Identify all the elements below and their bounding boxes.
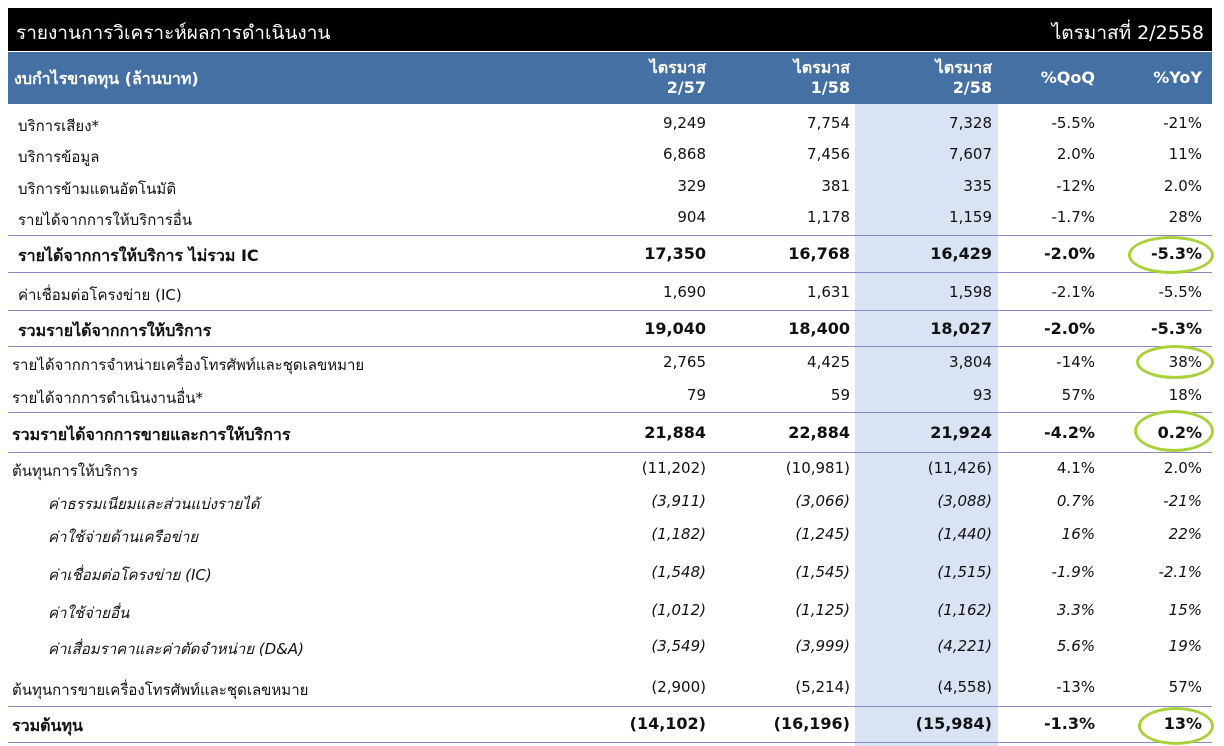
cell-2-57: 19,040 <box>644 319 706 338</box>
row-label: รายได้จากการดำเนินงานอื่น* <box>12 389 203 407</box>
cell-2-57: 9,249 <box>663 114 706 132</box>
cell-2-58: 335 <box>963 177 992 195</box>
cell-2-58: 7,328 <box>949 114 992 132</box>
row-label: ค่าเชื่อมต่อโครงข่าย (IC) <box>48 566 212 584</box>
cell-1-58: 16,768 <box>788 244 850 263</box>
cell-2-58: 1,159 <box>949 208 992 226</box>
row-divider <box>8 310 1212 311</box>
header-col-2-58 <box>936 58 992 98</box>
row-label: ต้นทุนการขายเครื่องโทรศัพท์และชุดเลขหมาย <box>12 681 309 699</box>
cell-2-57: (2,900) <box>651 678 706 696</box>
cell-yoy: -5.3% <box>1150 244 1202 263</box>
cell-yoy: -21% <box>1163 492 1202 510</box>
cell-1-58: (1,125) <box>795 601 850 619</box>
cell-2-57: (3,911) <box>651 492 706 510</box>
highlight-ring-yoy-handset <box>1136 345 1214 379</box>
cell-yoy: 0.2% <box>1157 423 1202 442</box>
row-divider <box>8 412 1212 413</box>
cell-2-57: 1,690 <box>663 283 706 301</box>
cell-qoq: 4.1% <box>1056 459 1095 477</box>
cell-yoy: -21% <box>1163 114 1202 132</box>
header-col-2-57-line2: 2/57 <box>666 78 706 97</box>
row-label: ค่าใช้จ่ายอื่น <box>48 604 130 622</box>
cell-qoq: -2.0% <box>1043 319 1095 338</box>
cell-2-58: (1,162) <box>937 601 992 619</box>
cell-2-57: (11,202) <box>641 459 706 477</box>
row-label: ค่าธรรมเนียมและส่วนแบ่งรายได้ <box>48 495 260 513</box>
cell-1-58: 22,884 <box>788 423 850 442</box>
row-divider <box>8 452 1212 453</box>
row-label: ค่าเชื่อมต่อโครงข่าย (IC) <box>18 286 182 304</box>
cell-qoq: 2.0% <box>1056 145 1095 163</box>
cell-yoy: 38% <box>1168 353 1202 371</box>
cell-yoy: 2.0% <box>1163 177 1202 195</box>
cell-1-58: (10,981) <box>785 459 850 477</box>
cell-yoy: 11% <box>1168 145 1202 163</box>
cell-qoq: 0.7% <box>1056 492 1095 510</box>
cell-2-57: 17,350 <box>644 244 706 263</box>
cell-2-58: (15,984) <box>915 714 992 733</box>
row-label: ต้นทุนการให้บริการ <box>12 462 139 480</box>
cell-2-57: 2,765 <box>663 353 706 371</box>
cell-yoy: -5.5% <box>1158 283 1202 301</box>
header-col-2-57-line1: ไตรมาส <box>649 58 706 77</box>
cell-2-57: 329 <box>677 177 706 195</box>
highlight-ring-yoy-ic <box>1128 236 1214 274</box>
row-divider <box>8 346 1212 347</box>
cell-qoq: -1.7% <box>1051 208 1095 226</box>
cell-yoy: 13% <box>1163 714 1202 733</box>
cell-2-58: (1,515) <box>937 563 992 581</box>
cell-qoq: -12% <box>1056 177 1095 195</box>
row-divider <box>8 235 1212 236</box>
header-col-qoq: %QoQ <box>1040 68 1095 87</box>
cell-qoq: -14% <box>1056 353 1095 371</box>
cell-1-58: 7,754 <box>807 114 850 132</box>
cell-2-57: (1,182) <box>651 525 706 543</box>
header-col-1-58-line1: ไตรมาส <box>793 58 850 77</box>
row-label: รวมรายได้จากการให้บริการ <box>18 321 212 340</box>
header-label: งบกำไรขาดทุน (ล้านบาท) <box>14 69 199 88</box>
cell-yoy: 22% <box>1168 525 1202 543</box>
row-label: ค่าใช้จ่ายด้านเครือข่าย <box>48 528 199 546</box>
row-divider <box>8 272 1212 273</box>
cell-2-57: 6,868 <box>663 145 706 163</box>
cell-2-58: (11,426) <box>927 459 992 477</box>
row-label: บริการข้ามแดนอัตโนมัติ <box>18 180 177 198</box>
cell-2-57: 904 <box>677 208 706 226</box>
cell-2-58: 1,598 <box>949 283 992 301</box>
row-label: รายได้จากการจำหน่ายเครื่องโทรศัพท์และชุดเลขหมาย <box>12 356 365 374</box>
cell-qoq: 3.3% <box>1056 601 1095 619</box>
row-label: รวมต้นทุน <box>12 716 83 735</box>
cell-yoy: -5.3% <box>1150 319 1202 338</box>
cell-1-58: (3,999) <box>795 637 850 655</box>
cell-2-58: 18,027 <box>930 319 992 338</box>
header-col-2-58-line2: 2/58 <box>952 78 992 97</box>
row-label: ค่าเสื่อมราคาและค่าตัดจำหน่าย (D&A) <box>48 640 304 658</box>
cell-2-58: 93 <box>972 386 992 404</box>
cell-2-57: 21,884 <box>644 423 706 442</box>
row-divider <box>8 742 1212 743</box>
cell-1-58: 1,631 <box>807 283 850 301</box>
cell-2-57: (1,012) <box>651 601 706 619</box>
cell-qoq: -4.2% <box>1043 423 1095 442</box>
row-label: รายได้จากการให้บริการอื่น <box>18 211 193 229</box>
cell-1-58: 4,425 <box>807 353 850 371</box>
cell-2-58: (3,088) <box>937 492 992 510</box>
cell-qoq: 5.6% <box>1056 637 1095 655</box>
header-col-1-58-line2: 1/58 <box>810 78 850 97</box>
header-col-2-57 <box>650 58 706 98</box>
cell-1-58: (3,066) <box>795 492 850 510</box>
highlight-ring-yoy-total-cost <box>1138 707 1214 745</box>
header-col-1-58 <box>794 58 850 98</box>
cell-yoy: 28% <box>1168 208 1202 226</box>
row-divider <box>8 706 1212 707</box>
row-label: บริการเสียง* <box>18 117 100 135</box>
cell-2-58: (1,440) <box>937 525 992 543</box>
cell-2-57: (1,548) <box>651 563 706 581</box>
cell-qoq: -2.0% <box>1043 244 1095 263</box>
cell-qoq: 57% <box>1061 386 1095 404</box>
report-period: ไตรมาสที่ 2/2558 <box>1051 22 1204 44</box>
cell-1-58: 59 <box>830 386 850 404</box>
cell-2-58: 16,429 <box>930 244 992 263</box>
cell-2-57: 79 <box>686 386 706 404</box>
cell-1-58: (16,196) <box>773 714 850 733</box>
cell-2-58: (4,221) <box>937 637 992 655</box>
row-label: รายได้จากการให้บริการ ไม่รวม IC <box>18 246 259 265</box>
cell-1-58: 18,400 <box>788 319 850 338</box>
cell-yoy: 15% <box>1168 601 1202 619</box>
cell-yoy: 57% <box>1168 678 1202 696</box>
cell-qoq: 16% <box>1061 525 1095 543</box>
cell-yoy: 18% <box>1168 386 1202 404</box>
cell-qoq: -1.9% <box>1051 563 1095 581</box>
row-label: บริการข้อมูล <box>18 148 100 166</box>
cell-1-58: (1,545) <box>795 563 850 581</box>
cell-qoq: -1.3% <box>1043 714 1095 733</box>
cell-2-58: 21,924 <box>930 423 992 442</box>
cell-1-58: (1,245) <box>795 525 850 543</box>
report-title-bar <box>8 8 1212 51</box>
cell-yoy: 19% <box>1168 637 1202 655</box>
report-title: รายงานการวิเคราะห์ผลการดำเนินงาน <box>16 22 331 44</box>
cell-1-58: 381 <box>821 177 850 195</box>
cell-qoq: -13% <box>1056 678 1095 696</box>
cell-1-58: (5,214) <box>795 678 850 696</box>
row-label: รวมรายได้จากการขายและการให้บริการ <box>12 425 291 444</box>
cell-2-57: (3,549) <box>651 637 706 655</box>
header-col-yoy: %YoY <box>1153 68 1202 87</box>
cell-qoq: -5.5% <box>1051 114 1095 132</box>
cell-qoq: -2.1% <box>1051 283 1095 301</box>
table-header <box>8 52 1212 104</box>
cell-yoy: -2.1% <box>1158 563 1202 581</box>
cell-yoy: 2.0% <box>1163 459 1202 477</box>
cell-1-58: 1,178 <box>807 208 850 226</box>
highlight-ring-yoy-total-revenue <box>1134 410 1214 452</box>
cell-2-58: (4,558) <box>937 678 992 696</box>
cell-2-57: (14,102) <box>629 714 706 733</box>
cell-1-58: 7,456 <box>807 145 850 163</box>
header-col-2-58-line1: ไตรมาส <box>935 58 992 77</box>
cell-2-58: 3,804 <box>949 353 992 371</box>
cell-2-58: 7,607 <box>949 145 992 163</box>
